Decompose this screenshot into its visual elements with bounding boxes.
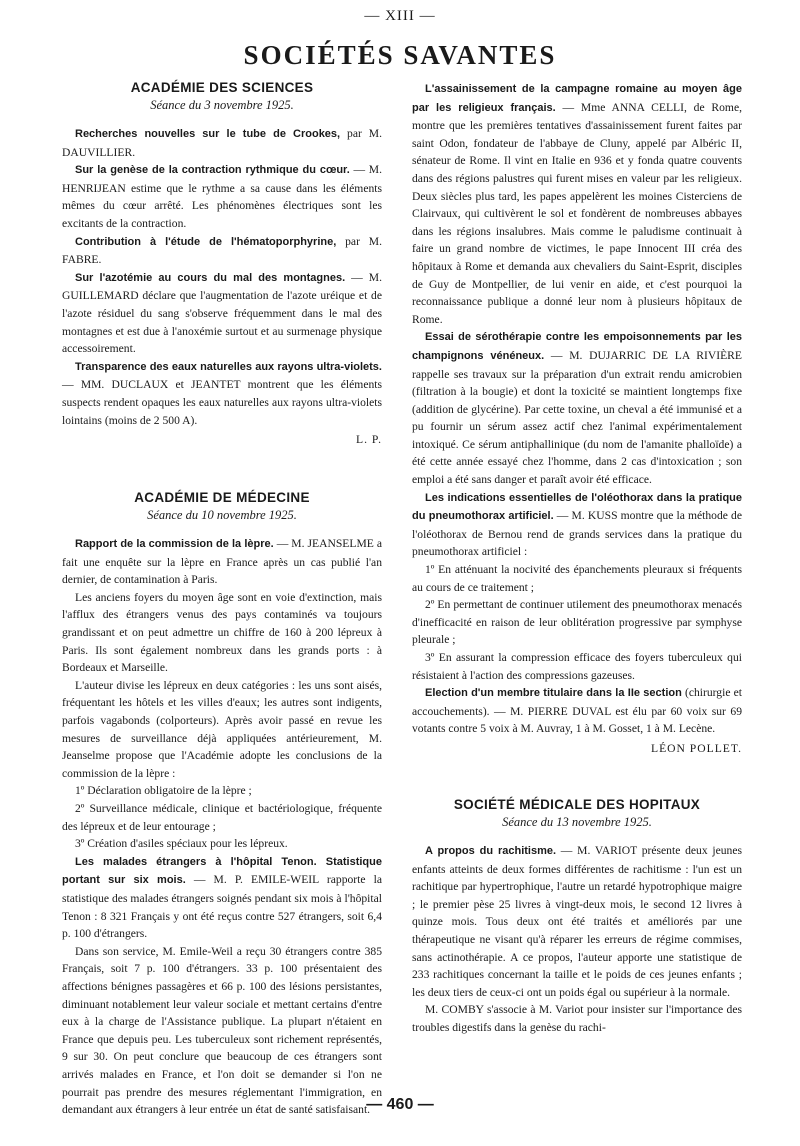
list-item: 3º En assurant la compression efficace des foyers tuberculeux qui résistaient à l'action des compressions gazeuses. [412, 651, 742, 682]
article-paragraph [62, 853, 382, 943]
list-item: 2º Surveillance médicale, clinique et bactériologique, fréquente des lépreux et de leur entourage ; [62, 802, 382, 833]
article-text: — MM. DUCLAUX et JEANTET montrent que les éléments suspects rendent opaques les eaux naturelles aux rayons ultra-violets lointains (moins de 2 500 A). [62, 378, 382, 427]
section-date: Séance du 10 novembre 1925. [147, 508, 297, 523]
section-academie-sciences [62, 80, 382, 448]
article-text: — M. DUJARRIC DE LA RIVIÈRE rappelle ses travaux sur la préparation d'un extrait rendu amicrobien (filtration à la bougie) et dont la toxicité se maintient longtemps fixe (addition de glycérine). Par cette toxine, un cheval a été immunisé et a pu fournir un sérum assez actif chez l'animal expérimentalement intoxiqué. Ce sérum antiphallinique (du nom de l'amanite phalloïde) a été cette année essayé chez l'homme, dans 2 cas d'intoxication ; son emploi a été sans danger et paraît avoir été efficace. [412, 348, 742, 487]
article-text: par M. DAUVILLIER. [62, 127, 382, 159]
article-text: — M. JEANSELME a fait une enquête sur la lèpre en France après un cas publié l'an dernier, de contamination à Paris. [62, 537, 382, 587]
left-column [62, 80, 382, 1119]
article-paragraph: M. COMBY s'associe à M. Variot pour insister sur l'importance des troubles digestifs dans la genèse du rachi- [412, 1003, 742, 1034]
section-title: ACADÉMIE DE MÉDECINE [134, 490, 310, 506]
section-societe-medicale [412, 797, 742, 1037]
article-paragraph [62, 358, 382, 429]
article-text: — M. GUILLEMARD déclare que l'augmentation de l'azote uréique et de l'azote résiduel du sang s'observe fréquemment dans le mal des montagnes et est due à l'anoxémie surtout et au surmenage physique accessoirement. [62, 270, 383, 356]
article-paragraph [412, 328, 742, 488]
article-heading: L'assainissement de la campagne romaine au moyen âge par les religieux français. [412, 83, 742, 114]
article-heading: Sur l'azotémie au cours du mal des montagnes. [75, 271, 346, 284]
article-text: (chirurgie et accouchements). — M. PIERRE DUVAL est élu par 60 voix sur 69 votants contre 5 voix à M. Auvray, 1 à M. Gosset, 1 à M. Lecène. [412, 686, 742, 736]
list-item: 2º En permettant de continuer utilement des pneumothorax menacés d'inefficacité en raison de leur oblitération progressive par symphyse pleurale ; [412, 598, 742, 647]
page-roman-numeral: — XIII — [364, 8, 436, 24]
article-text: — M. VARIOT présente deux jeunes enfants atteints de deux formes différentes de rachitisme : l'un est un rachitique par hypertrophique, l'autre un retardé hypotrophique maigre ; le premier pèse 25 livres à vingt-deux mois, le second 12 livres à quinze mois. Tous deux ont été traités et améliorés par une thérapeutique ne visant qu'à réparer les erreurs de régime commises, sans actinothérapie. A ce propos, l'auteur apporte une statistique de 233 rachitiques concernant la taille et le poids de ces jeunes enfants ; les deux tiers de ceux-ci ont un poids égal ou supérieur à la normale. [412, 843, 742, 999]
article-text: — Mme ANNA CELLI, de Rome, montre que les premières tentatives d'assainissement furent faites par saint Odon, fondateur de l'abbaye de Cluny, appelé par Albéric II, sénateur de Rome. Il vint en Italie en 936 et y fonda quatre couvents dans des régions palustres qui furent mises en valeur par les religieux. Deux siècles plus tard, les papes appelèrent les moines Cisterciens de Clairvaux, qui cultivèrent le sol et fondèrent de nombreuses abbayes dans les régions insalubres. Mais comme le paludisme continuait à faire un grand nombre de victimes, le pape Innocent III créa des hôpitaux à Rome et demanda aux chevaliers du Saint-Esprit, disciples de Guy de Montpellier, de lui venir en aide, et c'est pourquoi la reconnaissance publique a donné leur nom à plusieurs hôpitaux de Rome. [412, 100, 742, 326]
right-column [412, 80, 742, 1037]
article-paragraph [62, 269, 382, 358]
article-paragraph [62, 535, 382, 589]
page-number: — 460 — [366, 1096, 434, 1113]
section-academie-medecine [62, 490, 382, 1119]
section-title: ACADÉMIE DES SCIENCES [130, 80, 314, 95]
list-item: 3º Création d'asiles spéciaux pour les lépreux. [75, 837, 288, 851]
article-heading: Transparence des eaux naturelles aux rayons ultra-violets. [75, 360, 382, 373]
article-heading: A propos du rachitisme. [425, 844, 557, 857]
list-item: 1º Déclaration obligatoire de la lèpre ; [75, 784, 252, 798]
article-heading: Sur la genèse de la contraction rythmique du cœur. [75, 164, 350, 177]
article-text: — M. KUSS montre que la méthode de l'oléothorax de Bernou rend de grands services dans la pratique du pneumothorax artificiel : [412, 509, 742, 559]
article-heading: Election d'un membre titulaire dans la IIe section [425, 687, 682, 700]
page-title: SOCIÉTÉS SAVANTES [243, 40, 557, 70]
article-paragraph [412, 684, 742, 738]
article-paragraph [412, 489, 742, 561]
article-paragraph: Dans son service, M. Emile-Weil a reçu 30 étrangers contre 385 Français, soit 7 p. 100 d'étrangers. 33 p. 100 présentaient des affections bénignes passagères et 66 p. 100 des lésions persistantes, diminuant notablement leur valeur sociale et mettant certains d'entre eux à la charge de l'Assistance publique. La plupart n'étaient en France que depuis peu. Les tuberculeux sont richement représentés, 9 sur 30. On peut conclure que beaucoup de ces étrangers sont arrivés malades en France, et l'on doit se demander si l'on ne pourrait pas prendre des mesures réglementant l'immigration, en demandant aux étrangers à leur entrée un état de santé satisfaisant. [62, 944, 382, 1117]
article-paragraph: L'auteur divise les lépreux en deux catégories : les uns sont aisés, fréquentant les hôtels et les villes d'eaux; les autres sont indigents, parfois vagabonds (colporteurs). Après avoir passé en revue les mesures de surveillance déjà appliquées antérieurement, M. Jeanselme propose que l'Académie adopte les conclusions de la commission de la lèpre : [62, 678, 382, 780]
list-item: 1º En atténuant la nocivité des épanchements pleuraux si fréquents au cours de ce traitement ; [412, 563, 742, 594]
section-date: Séance du 3 novembre 1925. [150, 98, 294, 112]
article-heading: Essai de sérothérapie contre les empoisonnements par les champignons vénéneux. [412, 331, 742, 362]
signature: L. P. [356, 433, 382, 447]
article-heading: Recherches nouvelles sur le tube de Crookes, [75, 128, 341, 140]
article-text: par M. FABRE. [62, 234, 382, 267]
article-heading: Les malades étrangers à l'hôpital Tenon. Statistique portant sur six mois. [62, 855, 382, 887]
article-text: — M. P. EMILE-WEIL rapporte la statistique des malades étrangers soignés pendant six mois à l'hôpital Tenon : 8 321 Français y ont été reçus contre 527 étrangers, soit 6,4 p. 100 d'étrangers. [62, 873, 382, 941]
article-heading: Rapport de la commission de la lèpre. [75, 538, 274, 551]
article-text: — M. HENRIJEAN estime que le rythme a sa cause dans les éléments mêmes du cœur arrêté. Les phénomènes électriques sont les excitants de la contraction. [62, 163, 382, 230]
article-paragraph [62, 233, 382, 269]
article-paragraph [62, 161, 382, 232]
section-date: Séance du 13 novembre 1925. [502, 814, 652, 829]
article-paragraph [412, 842, 742, 1001]
article-heading: Les indications essentielles de l'oléothorax dans la pratique du pneumothorax artificiel. [412, 491, 742, 523]
article-paragraph [62, 125, 382, 161]
article-paragraph [412, 80, 742, 328]
article-paragraph: Les anciens foyers du moyen âge sont en voie d'extinction, mais l'afflux des étrangers venus des pays contaminés va toujours grandissant et on peut admettre un chiffre de 160 à 200 lépreux à Paris. Ils sont également nombreux dans les grands ports : à Bordeaux et Marseille. [62, 590, 382, 675]
section-title: SOCIÉTÉ MÉDICALE DES HOPITAUX [453, 796, 701, 812]
signature: LÉON POLLET. [651, 741, 742, 755]
article-heading: Contribution à l'étude de l'hématoporphyrine, [75, 235, 337, 248]
